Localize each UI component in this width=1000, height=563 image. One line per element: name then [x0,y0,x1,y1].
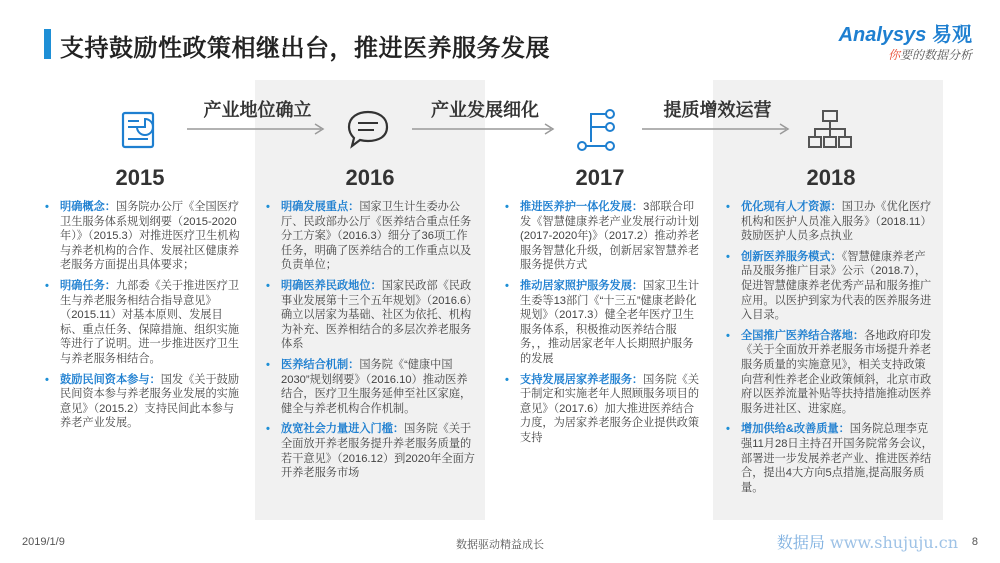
list-item: • 支持发展居家养老服务：国务院《关于制定和实施老年人照顾服务项目的意见》（2017.6）加大推进医养结合力度，为居家养老服务企业提供政策支持 [505,373,700,444]
list-item: • 放宽社会力量进入门槛：国务院《关于全面放开养老服务提升养老服务质量的若干意见》（2016.12）到2020年全面方开养老服务市场 [266,423,475,480]
arrow-line-icon [410,122,560,136]
stage-label-2: 产业发展细化 [431,100,539,120]
list-item: • 增加供给&改善质量：国务院总理李克强11月28日主持召开国务院常务会议，部署进一步发展养老产业、推进医养结合，提出4大方向5点措施,提高服务质量。 [726,423,933,494]
logo-slogan [888,46,972,63]
analysys-logo [832,18,972,68]
list-item: • 创新医养服务模式：《智慧健康养老产品及服务推广目录》公示（2018.7），促进智慧健康养老优秀产品和服务推广应用。以医护到家为代表的医养服务进入目录。 [726,250,932,322]
column-2016 [266,200,476,487]
chat-bubble-icon [343,105,393,155]
logo-brand [839,18,972,47]
column-2015 [45,200,243,437]
footer-slogan: 数据驱动精益成长 [456,539,544,551]
column-2017 [505,200,703,452]
year-2017: 2017 [575,165,625,190]
footer-watermark [777,530,958,553]
stage-arrow-2 [410,96,560,136]
column-2018 [726,200,936,501]
stage-arrow-3 [640,96,795,136]
watermark-url: www.shujuju.cn [830,533,958,552]
list-item: • 医养结合机制：国务院《“健康中国2030”规划纲要》（2016.10）推动医养结合，医疗卫生服务延伸至社区家庭，健全与养老机构合作机制。 [266,358,472,415]
arrow-line-icon [185,122,330,136]
list-item: • 优化现有人才资源：国卫办《优化医疗机构和医护人员准入服务》（2018.11）鼓励医护人员多点执业 [726,201,932,243]
org-chart-icon [805,105,855,155]
list-item: • 明确发展重点：国家卫生计生委办公厅、民政部办公厅《医养结合重点任务分工方案》（2016.3）细分了36项工作任务，明确了医养结合的工作重点以及负责单位； [266,201,472,272]
logo-brand-cn: 易观 [932,24,972,46]
list-item: • 推动居家照护服务发展：国家卫生计生委等13部门《“十三五”健康老龄化规划》（2017.3）健全老年医疗卫生服务体系，积极推动医养结合服务，，推动居家老年人长期照护服务的发展 [505,279,700,365]
page-number: 8 [971,536,978,548]
stage-label-3: 提质增效运营 [663,100,772,120]
stage-arrow-1 [185,96,330,136]
stage-label-1: 产业地位确立 [203,100,312,120]
page-title: 支持鼓励性政策相继出台，推进医养服务发展 [60,35,550,62]
arrow-line-icon [640,122,795,136]
list-item: • 明确概念：国务院办公厅《全国医疗卫生服务体系规划纲要（2015-2020年）》（2015.3）对推进医疗卫生机构与养老机构的合作、发展社区健康养老服务方面提出具体要求； [45,201,240,272]
footer-date: 2019/1/9 [22,536,65,548]
list-item: • 推进医养护一体化发展：3部联合印发《智慧健康养老产业发展行动计划(2017-2020年)》（2017.2）推动养老服务智慧化升级，创新居家智慧养老服务提供方式 [505,201,700,272]
list-item: • 明确医养民政地位：国家民政部《民政事业发展第十三个五年规划》（2016.6）确立以居家为基础、社区为依托、机构为补充、医养相结合的多层次养老服务体系 [266,279,472,351]
list-item: • 鼓励民间资本参与：国发《关于鼓励民间资本参与养老服务业发展的实施意见》（2015.2）支持民间此本参与养老产业发展。 [45,373,240,430]
logo-slogan-first: 你 [887,48,900,62]
year-2016: 2016 [345,165,395,190]
document-chart-icon [115,105,165,155]
list-item: • 全国推广医养结合落地：各地政府印发《关于全面放开养老服务市场提升养老服务质量的实施意见》，相关支持政策向营利性养老企业政策倾斜，北京市政府以医养流量补贴等扶持措施推动医养服务进社区、进家庭。 [726,329,932,415]
watermark-cn: 数据局 [776,533,825,552]
logo-brand-en: Analysys [838,24,927,46]
network-flow-icon [573,105,623,155]
logo-slogan-rest: 要的数据分析 [899,48,972,62]
list-item: • 明确任务：九部委《关于推进医疗卫生与养老服务相结合指导意见》（2015.11）对基本原则、发展目标、重点任务、保障措施、组织实施等进行了说明。进一步推进医疗卫生与养老服务相结合。 [45,279,240,365]
year-2018: 2018 [806,165,856,190]
year-2015: 2015 [115,165,165,190]
title-accent-bar [44,29,51,59]
